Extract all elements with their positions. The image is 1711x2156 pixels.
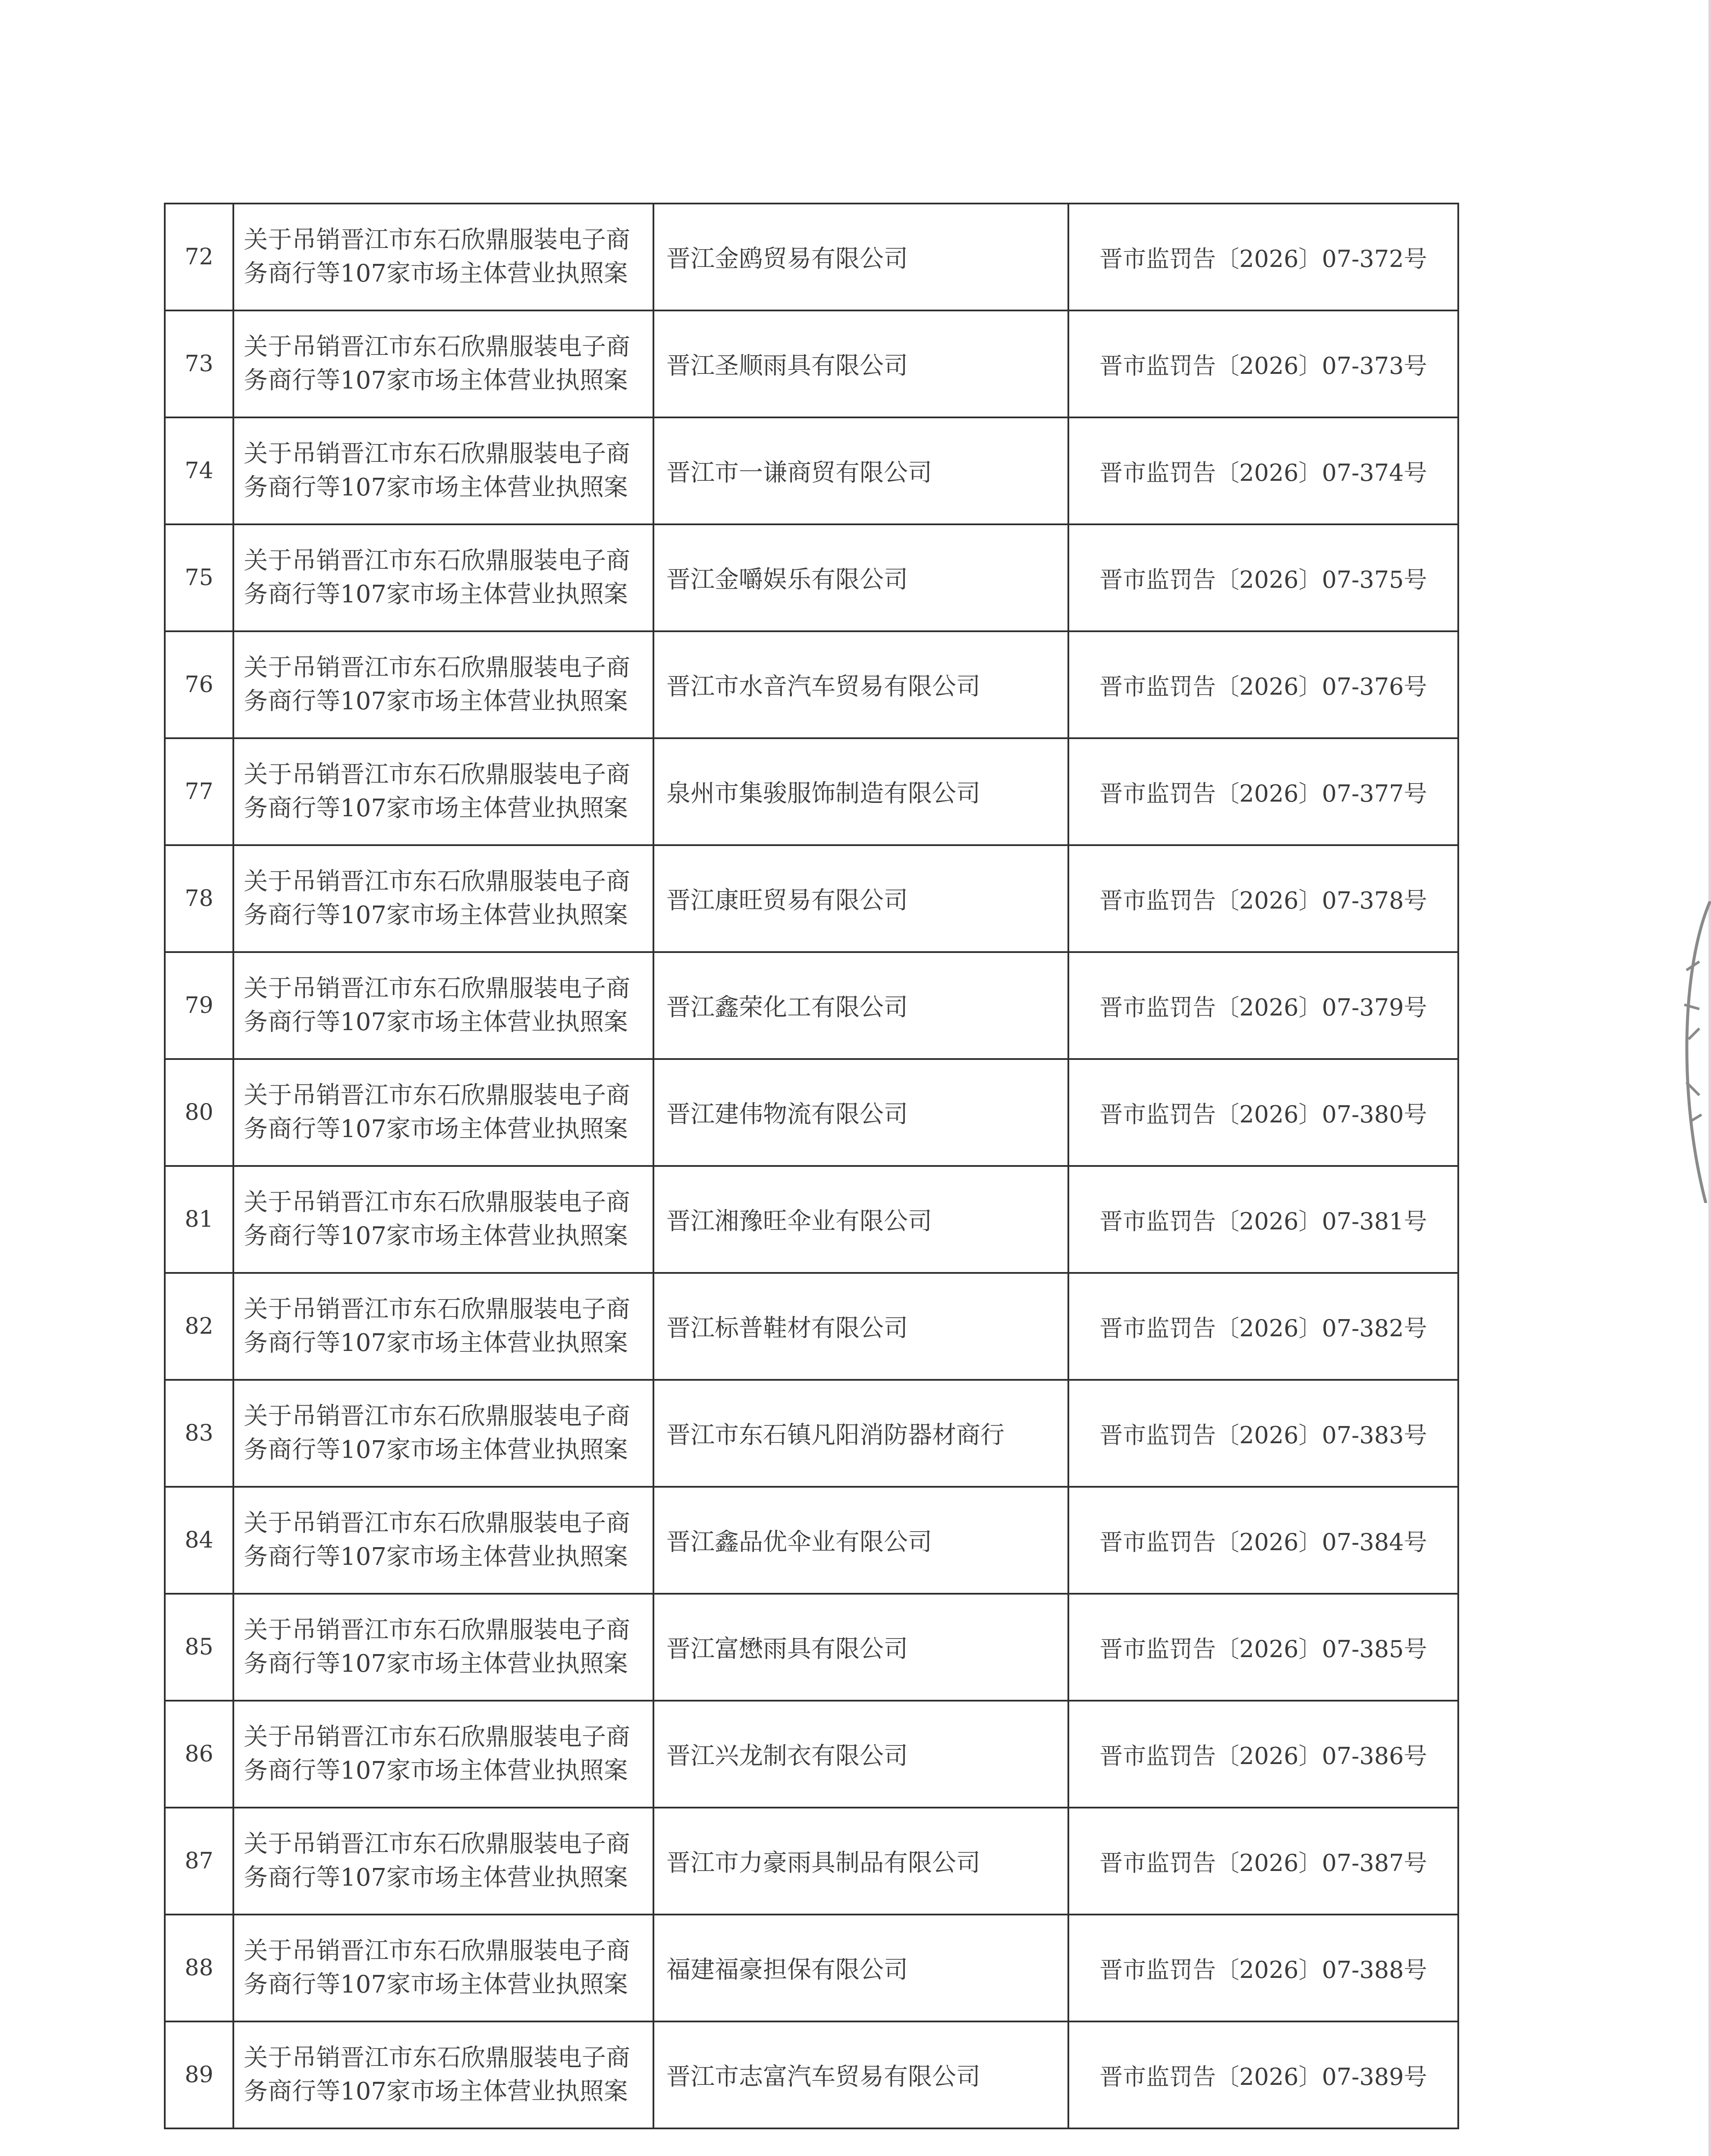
document-number: 晋市监罚告〔2026〕07-383号 — [1099, 1421, 1427, 1449]
party-name: 晋江市水音汽车贸易有限公司 — [666, 673, 980, 701]
case-name-cell — [233, 1273, 653, 1380]
table-row — [165, 1594, 1458, 1701]
row-number: 83 — [185, 1420, 213, 1446]
party-name: 晋江圣顺雨具有限公司 — [666, 352, 908, 380]
party-name-cell — [653, 2021, 1068, 2128]
document-number-cell — [1068, 1487, 1458, 1594]
row-number: 82 — [185, 1313, 213, 1339]
stamp-fragment — [1669, 901, 1711, 1203]
document-number-cell — [1068, 631, 1458, 738]
case-name: 关于吊销晋江市东石欣鼎服装电子商务商行等107家市场主体营业执照案 — [244, 1723, 630, 1785]
party-name-cell — [653, 1594, 1068, 1701]
case-name-cell — [233, 1487, 653, 1594]
table-row — [165, 1701, 1458, 1808]
table-row — [165, 204, 1458, 310]
party-name-cell — [653, 1059, 1068, 1166]
case-name: 关于吊销晋江市东石欣鼎服装电子商务商行等107家市场主体营业执照案 — [244, 868, 630, 929]
table-row — [165, 417, 1458, 524]
row-number-cell — [165, 310, 233, 417]
case-name-cell — [233, 1701, 653, 1808]
row-number-cell — [165, 1487, 233, 1594]
table-row — [165, 2021, 1458, 2128]
row-number: 87 — [185, 1848, 213, 1874]
document-number: 晋市监罚告〔2026〕07-374号 — [1099, 459, 1427, 486]
table-row — [165, 524, 1458, 631]
row-number: 78 — [185, 886, 213, 912]
case-name: 关于吊销晋江市东石欣鼎服装电子商务商行等107家市场主体营业执照案 — [244, 1188, 630, 1250]
case-name-cell — [233, 845, 653, 952]
case-name: 关于吊销晋江市东石欣鼎服装电子商务商行等107家市场主体营业执照案 — [244, 333, 630, 395]
document-number-cell — [1068, 1701, 1458, 1808]
row-number-cell — [165, 524, 233, 631]
document-number-cell — [1068, 1808, 1458, 1915]
party-name: 晋江建伟物流有限公司 — [666, 1100, 908, 1128]
document-number: 晋市监罚告〔2026〕07-386号 — [1099, 1742, 1427, 1770]
party-name: 晋江鑫品优伞业有限公司 — [666, 1528, 932, 1556]
row-number: 72 — [185, 244, 213, 270]
party-name-cell — [653, 1380, 1068, 1487]
party-name-cell — [653, 204, 1068, 310]
document-number: 晋市监罚告〔2026〕07-378号 — [1099, 887, 1427, 914]
case-name: 关于吊销晋江市东石欣鼎服装电子商务商行等107家市场主体营业执照案 — [244, 226, 630, 288]
table-row — [165, 952, 1458, 1059]
case-name: 关于吊销晋江市东石欣鼎服装电子商务商行等107家市场主体营业执照案 — [244, 547, 630, 608]
case-name: 关于吊销晋江市东石欣鼎服装电子商务商行等107家市场主体营业执照案 — [244, 1616, 630, 1678]
table-row — [165, 1059, 1458, 1166]
document-number: 晋市监罚告〔2026〕07-385号 — [1099, 1635, 1427, 1663]
document-number-cell — [1068, 524, 1458, 631]
case-name-cell — [233, 1166, 653, 1273]
case-name: 关于吊销晋江市东石欣鼎服装电子商务商行等107家市场主体营业执照案 — [244, 2044, 630, 2106]
document-number: 晋市监罚告〔2026〕07-388号 — [1099, 1956, 1427, 1984]
document-number-cell — [1068, 310, 1458, 417]
case-name-cell — [233, 524, 653, 631]
document-number-cell — [1068, 1059, 1458, 1166]
row-number-cell — [165, 1273, 233, 1380]
document-number: 晋市监罚告〔2026〕07-377号 — [1099, 780, 1427, 807]
party-name: 晋江市志富汽车贸易有限公司 — [666, 2063, 980, 2091]
row-number: 89 — [185, 2062, 213, 2088]
document-number-cell — [1068, 1166, 1458, 1273]
table-row — [165, 738, 1458, 845]
row-number-cell — [165, 631, 233, 738]
document-number: 晋市监罚告〔2026〕07-387号 — [1099, 1849, 1427, 1877]
row-number: 79 — [185, 993, 213, 1018]
row-number-cell — [165, 845, 233, 952]
document-number-cell — [1068, 417, 1458, 524]
table-row — [165, 1166, 1458, 1273]
row-number: 75 — [185, 565, 213, 591]
row-number: 84 — [185, 1527, 213, 1553]
party-name-cell — [653, 1701, 1068, 1808]
party-name: 泉州市集骏服饰制造有限公司 — [666, 780, 980, 808]
row-number: 80 — [185, 1100, 213, 1125]
party-name: 晋江康旺贸易有限公司 — [666, 887, 908, 915]
row-number: 74 — [185, 458, 213, 484]
row-number-cell — [165, 1701, 233, 1808]
document-number: 晋市监罚告〔2026〕07-384号 — [1099, 1528, 1427, 1556]
row-number-cell — [165, 2021, 233, 2128]
case-name: 关于吊销晋江市东石欣鼎服装电子商务商行等107家市场主体营业执照案 — [244, 761, 630, 822]
case-name-cell — [233, 310, 653, 417]
party-name-cell — [653, 1273, 1068, 1380]
document-number-cell — [1068, 1915, 1458, 2021]
document-number: 晋市监罚告〔2026〕07-389号 — [1099, 2063, 1427, 2090]
party-name: 晋江市力豪雨具制品有限公司 — [666, 1849, 980, 1877]
case-name-cell — [233, 1808, 653, 1915]
document-number-cell — [1068, 204, 1458, 310]
row-number: 88 — [185, 1955, 213, 1981]
row-number: 85 — [185, 1634, 213, 1660]
party-name-cell — [653, 1808, 1068, 1915]
case-name-cell — [233, 417, 653, 524]
row-number-cell — [165, 1059, 233, 1166]
page-edge — [1708, 0, 1711, 2156]
row-number-cell — [165, 417, 233, 524]
case-name: 关于吊销晋江市东石欣鼎服装电子商务商行等107家市场主体营业执照案 — [244, 1295, 630, 1357]
row-number-cell — [165, 1808, 233, 1915]
party-name-cell — [653, 631, 1068, 738]
party-name: 晋江富懋雨具有限公司 — [666, 1635, 908, 1663]
party-name-cell — [653, 1166, 1068, 1273]
party-name: 晋江金嚼娱乐有限公司 — [666, 566, 908, 594]
row-number-cell — [165, 1166, 233, 1273]
table-row — [165, 631, 1458, 738]
party-name-cell — [653, 952, 1068, 1059]
row-number-cell — [165, 204, 233, 310]
case-name-cell — [233, 1380, 653, 1487]
table-row — [165, 1273, 1458, 1380]
row-number: 76 — [185, 672, 213, 698]
case-name-cell — [233, 1059, 653, 1166]
party-name-cell — [653, 417, 1068, 524]
table-row — [165, 310, 1458, 417]
document-number: 晋市监罚告〔2026〕07-380号 — [1099, 1100, 1427, 1128]
party-name: 晋江金鸥贸易有限公司 — [666, 245, 908, 273]
row-number-cell — [165, 1380, 233, 1487]
party-name: 晋江湘豫旺伞业有限公司 — [666, 1207, 932, 1235]
case-name: 关于吊销晋江市东石欣鼎服装电子商务商行等107家市场主体营业执照案 — [244, 1830, 630, 1892]
table-row — [165, 1808, 1458, 1915]
document-number-cell — [1068, 952, 1458, 1059]
table-row — [165, 1380, 1458, 1487]
document-number-cell — [1068, 1380, 1458, 1487]
party-name: 晋江市东石镇凡阳消防器材商行 — [666, 1421, 1005, 1449]
row-number: 81 — [185, 1206, 213, 1232]
document-number: 晋市监罚告〔2026〕07-376号 — [1099, 673, 1427, 700]
party-name-cell — [653, 1487, 1068, 1594]
document-number: 晋市监罚告〔2026〕07-382号 — [1099, 1314, 1427, 1342]
table-row — [165, 1915, 1458, 2021]
party-name-cell — [653, 1915, 1068, 2021]
document-number: 晋市监罚告〔2026〕07-372号 — [1099, 245, 1427, 273]
case-name: 关于吊销晋江市东石欣鼎服装电子商务商行等107家市场主体营业执照案 — [244, 440, 630, 501]
document-number-cell — [1068, 1273, 1458, 1380]
row-number-cell — [165, 738, 233, 845]
party-name-cell — [653, 524, 1068, 631]
row-number: 77 — [185, 779, 213, 805]
table-row — [165, 1487, 1458, 1594]
party-name: 晋江标普鞋材有限公司 — [666, 1314, 908, 1342]
document-number: 晋市监罚告〔2026〕07-379号 — [1099, 993, 1427, 1021]
table-row — [165, 845, 1458, 952]
row-number: 86 — [185, 1741, 213, 1767]
document-number-cell — [1068, 2021, 1458, 2128]
table-body — [165, 204, 1458, 2128]
party-name: 晋江鑫荣化工有限公司 — [666, 993, 908, 1022]
document-number: 晋市监罚告〔2026〕07-373号 — [1099, 352, 1427, 379]
case-name: 关于吊销晋江市东石欣鼎服装电子商务商行等107家市场主体营业执照案 — [244, 1937, 630, 1999]
document-number: 晋市监罚告〔2026〕07-375号 — [1099, 566, 1427, 593]
row-number-cell — [165, 1915, 233, 2021]
case-name: 关于吊销晋江市东石欣鼎服装电子商务商行等107家市场主体营业执照案 — [244, 1402, 630, 1464]
document-number: 晋市监罚告〔2026〕07-381号 — [1099, 1207, 1427, 1235]
penalty-notice-table — [164, 203, 1459, 2129]
case-name-cell — [233, 204, 653, 310]
case-name: 关于吊销晋江市东石欣鼎服装电子商务商行等107家市场主体营业执照案 — [244, 1081, 630, 1143]
party-name: 晋江兴龙制衣有限公司 — [666, 1742, 908, 1770]
case-name-cell — [233, 738, 653, 845]
document-number-cell — [1068, 845, 1458, 952]
document-number-cell — [1068, 738, 1458, 845]
party-name-cell — [653, 845, 1068, 952]
case-name-cell — [233, 631, 653, 738]
party-name: 福建福豪担保有限公司 — [666, 1956, 908, 1984]
case-name-cell — [233, 952, 653, 1059]
row-number: 73 — [185, 351, 213, 377]
case-name: 关于吊销晋江市东石欣鼎服装电子商务商行等107家市场主体营业执照案 — [244, 1509, 630, 1571]
row-number-cell — [165, 952, 233, 1059]
case-name: 关于吊销晋江市东石欣鼎服装电子商务商行等107家市场主体营业执照案 — [244, 975, 630, 1036]
case-name: 关于吊销晋江市东石欣鼎服装电子商务商行等107家市场主体营业执照案 — [244, 654, 630, 715]
party-name-cell — [653, 310, 1068, 417]
case-name-cell — [233, 1594, 653, 1701]
case-name-cell — [233, 2021, 653, 2128]
party-name: 晋江市一谦商贸有限公司 — [666, 459, 932, 487]
case-name-cell — [233, 1915, 653, 2021]
document-number-cell — [1068, 1594, 1458, 1701]
party-name-cell — [653, 738, 1068, 845]
row-number-cell — [165, 1594, 233, 1701]
